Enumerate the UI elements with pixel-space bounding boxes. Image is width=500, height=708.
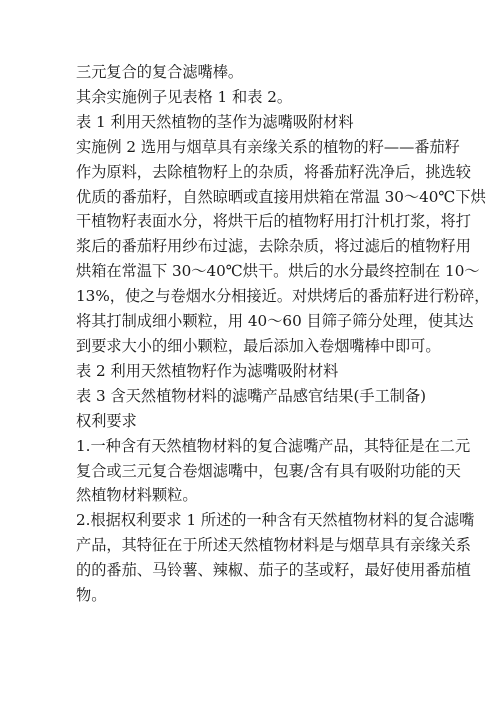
text-line: 其余实施例子见表格 1 和表 2。 <box>76 87 293 106</box>
table-caption: 表 1 利用天然植物的茎作为滤嘴吸附材料 <box>76 112 354 131</box>
claim-line: 物。 <box>76 586 107 605</box>
text-line: 浆后的番茄籽用纱布过滤，去除杂质，将过滤后的植物籽用 <box>76 237 471 256</box>
table-caption: 表 3 含天然植物材料的滤嘴产品感官结果(手工制备) <box>76 386 427 405</box>
table-caption: 表 2 利用天然植物籽作为滤嘴吸附材料 <box>76 361 339 380</box>
text-line: 优质的番茄籽，自然晾晒或直接用烘箱在常温 30～40℃下烘 <box>76 187 486 206</box>
text-line: 将其打制成细小颗粒，用 40～60 目筛子筛分处理，使其达 <box>76 312 474 331</box>
text-line: 到要求大小的细小颗粒，最后添加入卷烟嘴棒中即可。 <box>76 336 441 355</box>
text-line: 实施例 2 选用与烟草具有亲缘关系的植物的籽——番茄籽 <box>76 137 460 156</box>
text-line: 13%，使之与卷烟水分相接近。对烘烤后的番茄籽进行粉碎， <box>76 287 490 306</box>
claim-line: 然植物材料颗粒。 <box>76 486 198 505</box>
text-line: 作为原料，去除植物籽上的杂质，将番茄籽洗净后，挑选较 <box>76 162 471 181</box>
text-line: 烘箱在常温下 30～40℃烘干。烘后的水分最终控制在 10～ <box>76 262 480 281</box>
document-page <box>76 60 490 608</box>
claim-line: 1.一种含有天然植物材料的复合滤嘴产品，其特征是在二元 <box>76 436 471 455</box>
claim-line: 复合或三元复合卷烟滤嘴中，包裹/含有具有吸附功能的天 <box>76 461 461 480</box>
text-line: 三元复合的复合滤嘴棒。 <box>76 63 244 81</box>
claim-line: 的的番茄、马铃薯、辣椒、茄子的茎或籽，最好使用番茄植 <box>76 561 471 580</box>
text-line: 干植物籽表面水分，将烘干后的植物籽用打汁机打浆，将打 <box>76 212 471 231</box>
section-heading: 权利要求 <box>76 411 137 430</box>
claim-line: 2.根据权利要求 1 所述的一种含有天然植物材料的复合滤嘴 <box>76 511 475 530</box>
claim-line: 产品，其特征在于所述天然植物材料是与烟草具有亲缘关系 <box>76 536 471 555</box>
